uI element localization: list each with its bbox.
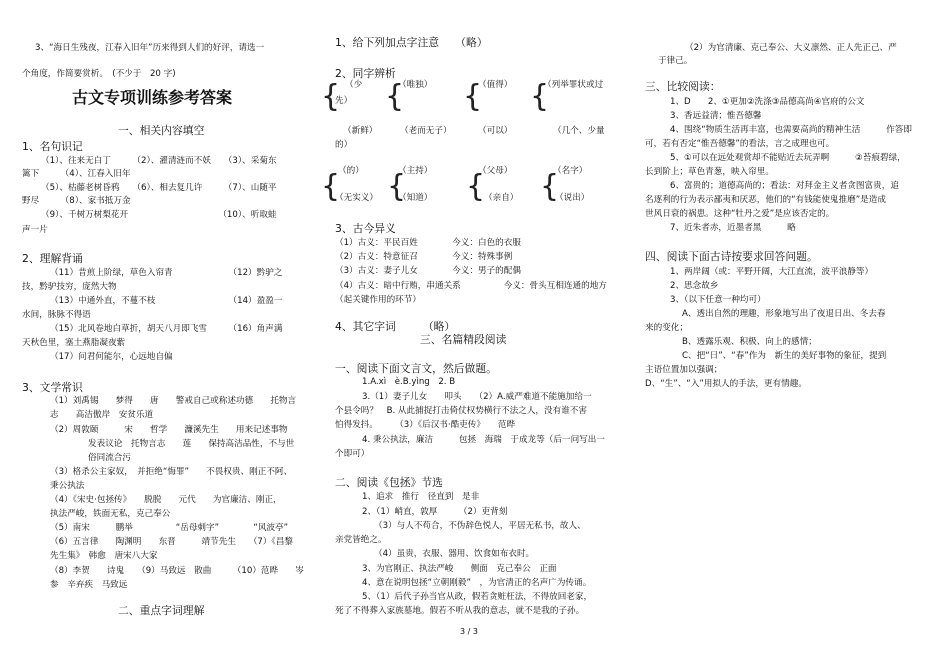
answer-line: 先生集》 韩愈 唐宋八大家 — [50, 551, 158, 561]
answer-line: （3）格杀公主家奴， 并拒绝“悔罪” 不畏权贵、刚正不阿、 — [50, 467, 293, 477]
answer-line: 志 高洁傲岸 安贫乐道 — [50, 410, 154, 420]
answer-line: 4. 秉公执法，廉洁 包拯 海瑞 于成龙等（后一问写出一 — [362, 435, 605, 445]
brace-item: （唯独） — [398, 80, 433, 90]
passage-heading: 一、阅读下面文言文，然后做题。 — [335, 362, 497, 375]
answer-line: 1、D 2、①更加②洗涤③品德高尚④官府的公文 — [670, 97, 865, 107]
answer-line: 水间，脉脉不得语 — [22, 310, 91, 320]
answer-line: 4、围绕“物质生活再丰富，也需要高尚的精神生活 作答即 — [670, 125, 912, 135]
answer-line: 2、思念故乡 — [670, 281, 719, 291]
answer-line: 声一片 — [22, 225, 48, 235]
answer-line: 4、意在说明包拯“立朝刚毅” ，为官清正的名声广为传诵。 — [362, 578, 592, 588]
brace-item: （新鲜） — [343, 126, 378, 136]
answer-line: A、透出自然的理趣，形象地写出了夜退日出、冬去春 — [682, 309, 886, 319]
page-title: 古文专项训练参考答案 — [72, 88, 233, 107]
answer-line: 技，黔驴技穷，庞然大物 — [22, 282, 117, 292]
answer-line: 1.A.xì è.B.yìng 2. B — [362, 377, 456, 387]
answer-line: 长到阶上；草色青葱，映入帘里。 — [645, 167, 774, 177]
passage-heading: 二、阅读《包拯》节选 — [335, 476, 443, 489]
brace-item: 的） — [335, 140, 353, 150]
answer-line: （15）北风卷地白草折，胡天八月即飞雪 （16）角声满 — [50, 324, 283, 334]
answer-line: （5）南宋 鹏举 “岳母刺字” “风波亭” — [50, 523, 289, 533]
answer-line: 个县令吗？ B. 从此捕捉打击倚仗权势横行不法之人，没有谁不害 — [335, 406, 587, 416]
brace: { — [463, 79, 483, 114]
answer-line: 来的变化； — [645, 323, 688, 333]
answer-line: 死了不得葬入家族墓地。假若不听从我的意志，就不是我的子孙。 — [335, 606, 585, 616]
answer-line: 7、近朱者赤，近墨者黑 略 — [670, 223, 796, 233]
answer-line: （5）、枯藤老树昏鸦 （6）、相去复几许 （7）、山随平 — [41, 183, 277, 193]
answer-line: 亲党皆绝之。 — [335, 535, 387, 545]
answer-line: 野尽 （8）、家书抵万金 — [22, 196, 131, 206]
brace-item: （亲自） — [484, 193, 519, 203]
intro-line: 个角度，作简要赏析。 (不少于 20 字) — [22, 69, 176, 79]
answer-line: （11）昔煎上阶绿，草色入帘青 （12）黔驴之 — [50, 268, 283, 278]
answer-line: 发表议论 托物言志 莲 保持高洁品性，不与世 — [88, 439, 295, 449]
answer-line: 3.（1）妻子儿女 叩头 （2）A.威严难道不能施加给一 — [362, 392, 592, 402]
answer-line: （4）虽贵，衣服、器用、饮食如布衣时。 — [374, 549, 535, 559]
answer-line: 1、追求 推行 径直到 是非 — [362, 492, 480, 502]
brace: { — [540, 169, 560, 204]
answer-line: （1）刘禹锡 梦得 唐 警戒自己或称述功德 托物言 — [50, 396, 297, 406]
answer-line: （1）古义：平民百姓 今义：白色的衣服 — [335, 238, 521, 248]
brace-item: （的） — [338, 166, 364, 176]
question-heading: 2、同字辨析 — [335, 67, 396, 80]
answer-line: （13）中通外直，不蔓不枝 （14）盈盈一 — [50, 296, 283, 306]
section-heading: 一、相关内容填空 — [118, 124, 205, 137]
brace: { — [321, 169, 341, 204]
answer-line: 俗同流合污 — [88, 453, 131, 463]
section-heading: 三、比较阅读： — [645, 80, 721, 93]
answer-line: 参 辛弃疾 马致远 — [50, 580, 128, 590]
intro-line: 3、“海日生残夜，江春入旧年”历来得到人们的好评，请选一 — [35, 43, 265, 53]
answer-line: 篱下 （4）、江春入旧年 — [22, 169, 131, 179]
brace-item: （可以） — [478, 126, 513, 136]
section-heading: 二、重点字词理解 — [118, 604, 205, 617]
subsection-heading: 2、理解背诵 — [22, 252, 83, 265]
answer-line: 3、为官刚正、执法严峻 侧面 克己奉公 正面 — [362, 564, 557, 574]
question-heading: 3、古今异义 — [335, 222, 396, 235]
answer-line: 1、两岸阔（或：平野开阔，大江直流，波平浪静等） — [670, 267, 874, 277]
section-heading: 三、名篇精段阅读 — [420, 333, 507, 346]
answer-line: 名逐利的行为表示鄙夷和厌恶，他们的“有钱能使鬼推磨”是造成 — [645, 195, 886, 205]
brace: { — [466, 169, 486, 204]
brace: { — [387, 169, 407, 204]
answer-line: 秉公执法 — [50, 481, 85, 491]
brace-item: （知道） — [398, 193, 433, 203]
section-heading: 四、阅读下面古诗按要求回答问题。 — [645, 250, 818, 263]
page-number: 3 / 3 — [460, 627, 478, 636]
answer-line: （1）、往来无白丁 （2）、濯清涟而不妖 （3）、采菊东 — [41, 156, 277, 166]
answer-line: （4）《宋史·包拯传》 脱脱 元代 为官廉洁、刚正， — [50, 495, 282, 505]
brace-item: 先） — [335, 96, 353, 106]
question-heading: 4、其它字词 （略） — [335, 320, 456, 333]
subsection-heading: 1、名句识记 — [22, 140, 83, 153]
answer-line: C、把“日”、“春”作为 新生的美好事物的象征，提到 — [682, 351, 887, 361]
brace-item: （少 — [345, 80, 363, 90]
answer-line: （2）古义：特意征召 今义：特殊事例 — [335, 252, 513, 262]
answer-line: 2、（1）峭直，敦厚 （2）吏背刻 — [362, 507, 508, 517]
brace-item: （几个、少量 — [553, 126, 605, 136]
brace: { — [530, 79, 550, 114]
brace-item: （无实义） — [335, 193, 378, 203]
answer-line: 个即可） — [335, 449, 370, 459]
brace: { — [385, 79, 405, 114]
question-heading: 1、给下列加点字注意 （略） — [335, 36, 488, 49]
brace-item: （列举罪状或过 — [543, 80, 604, 90]
answer-line: 3、（以下任意一种均可） — [670, 295, 766, 305]
answer-line: 5、（1）后代子孙当官从政，假若贪赃枉法，不得放回老家， — [362, 592, 593, 602]
answer-line: 主语位置加以强调； — [645, 365, 723, 375]
answer-line: 执法严峻，铁面无私，克己奉公 — [50, 509, 171, 519]
answer-line: （3）古义：妻子儿女 今义：男子的配偶 — [335, 266, 521, 276]
answer-line: 天秋色里，塞土燕脂凝夜紫 — [22, 338, 126, 348]
answer-line: D、“生”、“入”用拟人的手法，更有情趣。 — [645, 379, 807, 389]
answer-line: 6、富贵的；道德高尚的；看法：对拜金主义者贪图富贵，追 — [670, 181, 899, 191]
subsection-heading: 3、文学常识 — [22, 381, 83, 394]
brace-item: （说出） — [555, 193, 590, 203]
answer-line: （2）周敦颐 宋 哲学 濂溪先生 用来记述事物 — [50, 425, 288, 435]
answer-line: （3）与人不苟合，不伪辞色悦人，平居无私书，故人、 — [374, 521, 586, 531]
answer-line: 怕得发抖。 （3）《后汉书·酷吏传》 范晔 — [335, 420, 516, 430]
brace-item: （值得） — [478, 80, 513, 90]
brace-item: （主持） — [398, 166, 433, 176]
answer-line: （起关键作用的环节） — [335, 295, 421, 305]
answer-line: （9）、千树万树梨花开 （10）、听取蛙 — [41, 210, 277, 220]
answer-line: 可，若有否定“惟吾德馨”的看法，言之成理也可。 — [645, 139, 835, 149]
answer-line: 5、①可以在远处观赏却不能贴近去玩弄啊 ②苔痕碧绿， — [670, 153, 906, 163]
answer-line: 3、香远益清；惟吾德馨 — [670, 111, 762, 121]
answer-line: （17）问君何能尔，心远地自偏 — [50, 352, 173, 362]
answer-line: （4）古义：暗中行贿，串通关系 今义：骨头互相连通的地方 — [335, 281, 607, 291]
brace-item: （父母） — [478, 166, 513, 176]
answer-line: 于律己。 — [658, 56, 693, 66]
answer-line: （6）五言律 陶渊明 东晋 靖节先生 （7）《昌黎 — [50, 537, 293, 547]
brace-item: （老而无子） — [400, 126, 452, 136]
brace: { — [321, 79, 341, 114]
answer-line: 世风日衰的祸患。这种“牡丹之爱”是应该否定的。 — [645, 209, 835, 219]
brace-item: （名字） — [553, 166, 588, 176]
answer-line: （8）李贺 诗鬼 （9）马致远 散曲 （10）范晔 岑 — [50, 566, 304, 576]
answer-line: （2）为官清廉、克己奉公、大义凛然、正人先正己、严 — [685, 43, 897, 53]
answer-line: B、透露乐观、积极、向上的感情； — [682, 337, 817, 347]
